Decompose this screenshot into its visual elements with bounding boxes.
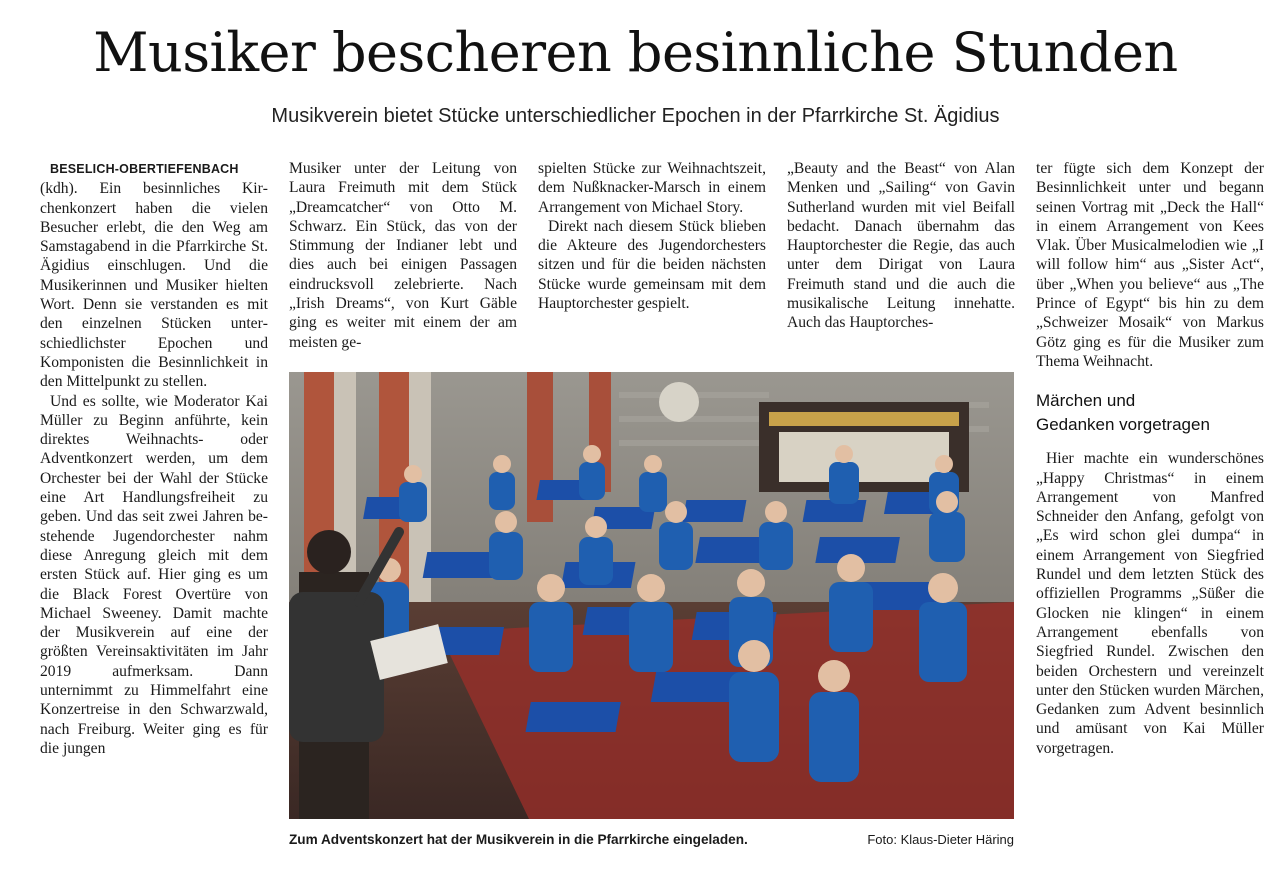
article-column-2 [289,159,517,359]
paragraph: ter fügte sich dem Konzept der Besinnlichkeit unter und begann seinen Vortrag mit „Deck the Hall“ in einem Arrangement von Kees Vlak. Über Musicalmelodien wie „I will follow him“ aus „Sister Act“, über „When you believe“ aus „The Prince of Egypt“ bis hin zu dem „Schweizer Mosaik“ von Markus Götz ging es für die Musiker zum Thema Weihnacht. [1036,160,1264,370]
article-column-3 [538,159,766,359]
subheadline: Musikverein bietet Stücke unterschiedlicher Epochen in der Pfarrkirche St. Ägidius [271,105,1000,127]
dateline: BESELICH-OBERTIEFENBACH [50,162,239,176]
article-column-4 [787,159,1015,359]
photo-caption [289,830,1014,850]
subheading [1036,389,1264,437]
photo-credit: Foto: Klaus-Dieter Häring [867,832,1014,847]
paragraph: Und es sollte, wie Moderator Kai Müller zu Beginn anführte, kein direktes Weihnachts- oder Adventkonzert werden, um dem Orchester bei der Wahl der Stücke eine Art Handlungsfreiheit zu geben. Und das seit zwei Jahren bestehende Jugendorchester nahm diese Anregung gleich mit dem ersten Stück auf. Hier ging es um die Black Forest Overtüre von Michael Sweeney. Damit machte der Musikverein auf eine der größten Vereinsaktivitäten im Jahr 2019 aufmerksam. Dann unternimmt zu Himmelfahrt eine Konzertreise in den Schwarzwald, nach Freiburg. Weiter ging es für die jungen [40,392,268,757]
paragraph: Hier machte ein wunderschönes „Happy Christmas“ in einem Arrangement von Manfred Schneider den Anfang, gefolgt von „Es wird schon glei dumpa“ in einem Arrangement von Siegfried Rundel und dem letzten Stück des offiziellen Programms „Süßer die Glocken nie klingen“ in einem Arrangement ebenfalls von Siegfried Rundel. Zwischen den beiden Orchestern und vereinzelt unter den Stücken wurden Märchen, Gedanken zum Advent besinnlich und amüsant von Kai Müller vorgetragen. [1036,450,1264,757]
caption-text: Zum Adventskonzert hat der Musikverein in die Pfarrkirche eingeladen. [289,832,748,847]
orchestra-illustration [289,372,1014,819]
subheading-line: Gedanken vorgetragen [1036,415,1210,435]
paragraph-text: (kdh). Ein besinnliches Kirchenkonzert haben die vielen Besucher erlebt, die den Weg am Samstagabend in die Pfarrkirche St. Ägidius einschlugen. Und die Musikerinnen und Musiker hielten Wort. Denn sie verstanden es mit den einzelnen Stücken unterschiedlichster Epochen und Komponisten die Besinnlichkeit in den Mittelpunkt zu stellen. [40,180,268,391]
headline: Musiker bescheren besinnliche Stunden [93,21,1178,84]
paragraph: „Beauty and the Beast“ von Alan Menken und „Sailing“ von Gavin Sutherland wurden mit viel Beifall bedacht. Danach übernahm das Hauptorchester die Regie, das auch unter dem Dirigat von Laura Freimuth stand und die auch die musikalische Leitung innehatte. Auch das Hauptorches- [787,160,1015,332]
subheading-line: Märchen und [1036,391,1136,411]
paragraph: Musiker unter der Leitung von Laura Freimuth mit dem Stück „Dreamcatcher“ von Otto M. Schwarz. Ein Stück, das von der Stimmung der Indianer lebt und dies auch bei einigen Passagen eindrucksvoll zelebrierte. Nach „Irish Dreams“, von Kurt Gäble ging es weiter mit einem der am meisten ge- [289,160,517,351]
orchestra-photo [289,372,1014,819]
paragraph: spielten Stücke zur Weihnachtszeit, dem Nußknacker-Marsch in einem Arrangement von Michael Story. [538,160,766,216]
paragraph: Direkt nach diesem Stück blieben die Akteure des Jugendorchesters sitzen und für die beiden nächsten Stücke wurde gemeinsam mit dem Hauptorchester gespielt. [538,217,766,313]
article-column-5 [1036,159,1264,859]
tuba-bell [659,382,699,422]
article-column-1 [40,159,268,859]
paragraph [40,159,268,392]
